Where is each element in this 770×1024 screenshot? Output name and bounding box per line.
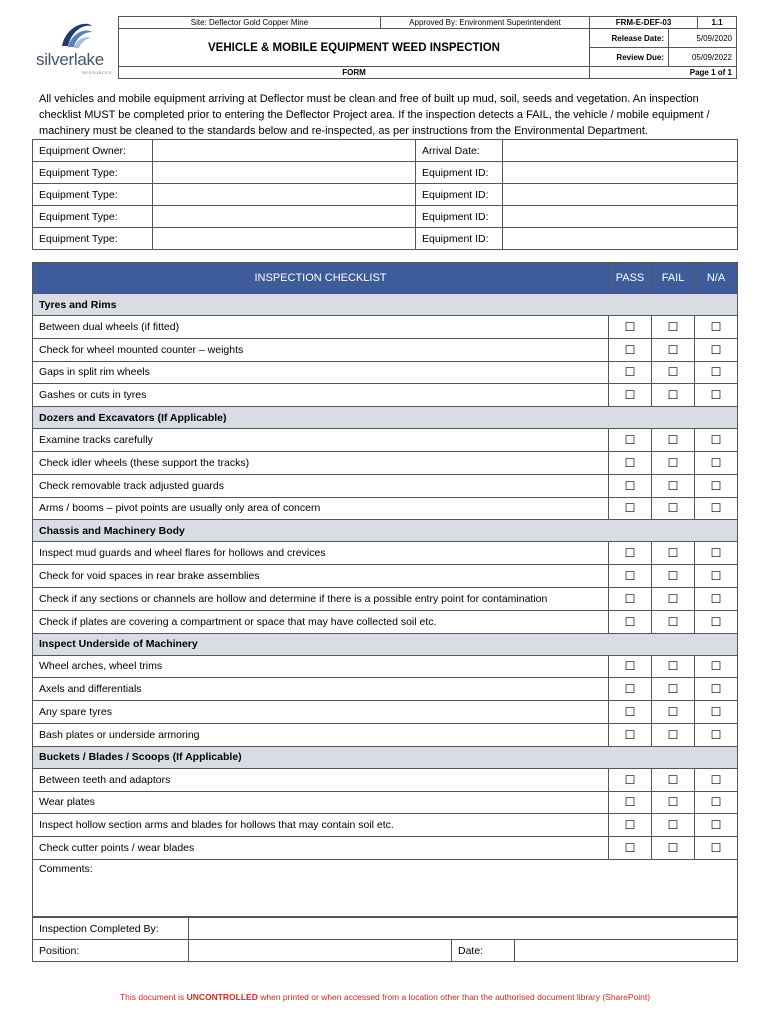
type-label: Equipment Type: (33, 228, 153, 250)
checklist-item-label: Any spare tyres (33, 701, 609, 724)
release-label: Release Date: (590, 29, 669, 48)
checklist-item (33, 723, 738, 746)
type-label: Equipment Type: (33, 162, 153, 184)
pass-checkbox[interactable]: ☐ (609, 837, 652, 860)
logo-wordmark: silverlake (36, 50, 104, 69)
pass-checkbox[interactable]: ☐ (609, 474, 652, 497)
owner-field[interactable] (153, 140, 416, 162)
pass-checkbox[interactable]: ☐ (609, 768, 652, 791)
checklist-item (33, 837, 738, 860)
checklist-item (33, 814, 738, 837)
pass-checkbox[interactable]: ☐ (609, 451, 652, 474)
fail-checkbox[interactable]: ☐ (652, 791, 695, 814)
section-row (33, 746, 738, 768)
na-checkbox[interactable]: ☐ (695, 791, 738, 814)
na-checkbox[interactable]: ☐ (695, 678, 738, 701)
pass-checkbox[interactable]: ☐ (609, 565, 652, 588)
equipment-table (32, 139, 738, 250)
checklist-item (33, 587, 738, 610)
na-checkbox[interactable]: ☐ (695, 565, 738, 588)
checklist-item-label: Arms / booms – pivot points are usually only area of concern (33, 497, 609, 520)
checklist-item (33, 542, 738, 565)
checklist-item (33, 768, 738, 791)
type-field[interactable] (153, 184, 416, 206)
na-checkbox[interactable]: ☐ (695, 361, 738, 384)
checklist-item (33, 678, 738, 701)
na-checkbox[interactable]: ☐ (695, 655, 738, 678)
fail-checkbox[interactable]: ☐ (652, 723, 695, 746)
date-field[interactable] (515, 940, 738, 962)
section-title: Tyres and Rims (33, 294, 738, 316)
fail-checkbox[interactable]: ☐ (652, 587, 695, 610)
checklist-item-label: Examine tracks carefully (33, 429, 609, 452)
type-label: Equipment Type: (33, 184, 153, 206)
section-row (33, 633, 738, 655)
pass-checkbox[interactable]: ☐ (609, 814, 652, 837)
section-row (33, 294, 738, 316)
fail-checkbox[interactable]: ☐ (652, 542, 695, 565)
checklist-item-label: Inspect hollow section arms and blades for hollows that may contain soil etc. (33, 814, 609, 837)
fail-checkbox[interactable]: ☐ (652, 429, 695, 452)
checklist-item-label: Wheel arches, wheel trims (33, 655, 609, 678)
fail-checkbox[interactable]: ☐ (652, 814, 695, 837)
fail-checkbox[interactable]: ☐ (652, 316, 695, 339)
pass-checkbox[interactable]: ☐ (609, 610, 652, 633)
id-label: Equipment ID: (416, 206, 503, 228)
uncontrolled-notice (0, 992, 770, 1002)
checklist-item-label: Between dual wheels (if fitted) (33, 316, 609, 339)
pass-checkbox[interactable]: ☐ (609, 701, 652, 724)
fail-checkbox[interactable]: ☐ (652, 565, 695, 588)
checklist-item-label: Gaps in split rim wheels (33, 361, 609, 384)
id-label: Equipment ID: (416, 162, 503, 184)
checklist-item (33, 338, 738, 361)
fail-checkbox[interactable]: ☐ (652, 361, 695, 384)
na-checkbox[interactable]: ☐ (695, 451, 738, 474)
fail-checkbox[interactable]: ☐ (652, 678, 695, 701)
pass-checkbox[interactable]: ☐ (609, 361, 652, 384)
pass-checkbox[interactable]: ☐ (609, 429, 652, 452)
checklist-item (33, 451, 738, 474)
checklist-item-label: Axels and differentials (33, 678, 609, 701)
form-label: FORM (119, 67, 590, 79)
pass-checkbox[interactable]: ☐ (609, 655, 652, 678)
checklist-item (33, 565, 738, 588)
na-checkbox[interactable]: ☐ (695, 814, 738, 837)
site-cell: Site: Deflector Gold Copper Mine (119, 17, 381, 29)
completed-by-label: Inspection Completed By: (33, 918, 189, 940)
na-checkbox[interactable]: ☐ (695, 587, 738, 610)
pass-checkbox[interactable]: ☐ (609, 497, 652, 520)
doc-code: FRM-E-DEF-03 (590, 17, 698, 29)
pass-checkbox[interactable]: ☐ (609, 542, 652, 565)
pass-checkbox[interactable]: ☐ (609, 384, 652, 407)
na-checkbox[interactable]: ☐ (695, 723, 738, 746)
position-label: Position: (33, 940, 189, 962)
section-title: Inspect Underside of Machinery (33, 633, 738, 655)
type-label: Equipment Type: (33, 206, 153, 228)
checklist-item-label: Check if any sections or channels are hollow and determine if there is a possible entry point for contamination (33, 587, 609, 610)
id-field[interactable] (503, 206, 738, 228)
na-checkbox[interactable]: ☐ (695, 429, 738, 452)
completed-by-field[interactable] (189, 918, 738, 940)
pass-checkbox[interactable]: ☐ (609, 316, 652, 339)
release-value: 5/09/2020 (669, 29, 737, 48)
fail-checkbox[interactable]: ☐ (652, 768, 695, 791)
pass-checkbox[interactable]: ☐ (609, 723, 652, 746)
logo-subtext: RESOURCES (82, 70, 112, 75)
checklist-item-label: Between teeth and adaptors (33, 768, 609, 791)
checklist-item (33, 701, 738, 724)
checklist-item-label: Check if plates are covering a compartment or space that may have collected soil etc. (33, 610, 609, 633)
checklist-item-label: Check for wheel mounted counter – weights (33, 338, 609, 361)
fail-checkbox[interactable]: ☐ (652, 474, 695, 497)
na-checkbox[interactable]: ☐ (695, 474, 738, 497)
checklist-item-label: Check for void spaces in rear brake assemblies (33, 565, 609, 588)
review-value: 05/09/2022 (669, 48, 737, 67)
na-checkbox[interactable]: ☐ (695, 768, 738, 791)
checklist-item-label: Wear plates (33, 791, 609, 814)
comments-field[interactable] (33, 859, 738, 916)
page-number: Page 1 of 1 (590, 67, 737, 79)
checklist-item-label: Check removable track adjusted guards (33, 474, 609, 497)
checklist-item-label: Inspect mud guards and wheel flares for hollows and crevices (33, 542, 609, 565)
na-checkbox[interactable]: ☐ (695, 610, 738, 633)
fail-checkbox[interactable]: ☐ (652, 338, 695, 361)
checklist-body (33, 294, 738, 917)
type-field[interactable] (153, 228, 416, 250)
arrival-field[interactable] (503, 140, 738, 162)
signoff-table (32, 917, 738, 962)
na-header: N/A (695, 263, 738, 294)
comments-label: Comments: (39, 862, 93, 875)
checklist-item (33, 497, 738, 520)
comments-row (33, 859, 738, 916)
section-row (33, 520, 738, 542)
na-checkbox[interactable]: ☐ (695, 542, 738, 565)
fail-checkbox[interactable]: ☐ (652, 451, 695, 474)
type-field[interactable] (153, 206, 416, 228)
checklist-item-label: Bash plates or underside armoring (33, 723, 609, 746)
section-title: Chassis and Machinery Body (33, 520, 738, 542)
checklist-item-label: Check idler wheels (these support the tracks) (33, 451, 609, 474)
checklist-item-label: Check cutter points / wear blades (33, 837, 609, 860)
checklist-item (33, 610, 738, 633)
na-checkbox[interactable]: ☐ (695, 338, 738, 361)
footer-text-pre: This document is (119, 992, 187, 1002)
inspection-checklist (32, 262, 738, 917)
checklist-item-label: Gashes or cuts in tyres (33, 384, 609, 407)
id-label: Equipment ID: (416, 184, 503, 206)
approved-cell: Approved By: Environment Superintendent (381, 17, 590, 29)
checklist-header: INSPECTION CHECKLIST (33, 263, 609, 294)
na-checkbox[interactable]: ☐ (695, 497, 738, 520)
section-row (33, 407, 738, 429)
arrival-label: Arrival Date: (416, 140, 503, 162)
company-logo (36, 20, 114, 76)
fail-header: FAIL (652, 263, 695, 294)
owner-label: Equipment Owner: (33, 140, 153, 162)
checklist-item (33, 361, 738, 384)
pass-checkbox[interactable]: ☐ (609, 791, 652, 814)
section-title: Buckets / Blades / Scoops (If Applicable) (33, 746, 738, 768)
intro-paragraph: All vehicles and mobile equipment arriving at Deflector must be clean and free of built up mud, soil, seeds and vegetation. An inspection checklist MUST be completed prior to entering the Deflector Project area. If the inspection detects a FAIL, the vehicle / mobile equipment / machinery must be cleaned to the standards below and re-inspected, as per instructions from the Environmental Department. (39, 93, 710, 137)
checklist-item (33, 655, 738, 678)
fail-checkbox[interactable]: ☐ (652, 701, 695, 724)
review-label: Review Due: (590, 48, 669, 67)
checklist-item (33, 429, 738, 452)
pass-header: PASS (609, 263, 652, 294)
pass-checkbox[interactable]: ☐ (609, 678, 652, 701)
section-title: Dozers and Excavators (If Applicable) (33, 407, 738, 429)
document-header (118, 16, 737, 79)
id-field[interactable] (503, 184, 738, 206)
fail-checkbox[interactable]: ☐ (652, 655, 695, 678)
pass-checkbox[interactable]: ☐ (609, 338, 652, 361)
position-field[interactable] (189, 940, 452, 962)
logo-swirl-icon (58, 20, 94, 50)
na-checkbox[interactable]: ☐ (695, 316, 738, 339)
id-label: Equipment ID: (416, 228, 503, 250)
page-title: VEHICLE & MOBILE EQUIPMENT WEED INSPECTION (119, 29, 590, 67)
fail-checkbox[interactable]: ☐ (652, 610, 695, 633)
checklist-item (33, 384, 738, 407)
id-field[interactable] (503, 162, 738, 184)
doc-version: 1.1 (698, 17, 737, 29)
na-checkbox[interactable]: ☐ (695, 384, 738, 407)
na-checkbox[interactable]: ☐ (695, 837, 738, 860)
footer-text-post: when printed or when accessed from a location other than the authorised document library (SharePoint) (257, 992, 651, 1002)
footer-uncontrolled: UNCONTROLLED (186, 992, 258, 1002)
checklist-item (33, 316, 738, 339)
fail-checkbox[interactable]: ☐ (652, 384, 695, 407)
id-field[interactable] (503, 228, 738, 250)
checklist-item (33, 474, 738, 497)
pass-checkbox[interactable]: ☐ (609, 587, 652, 610)
type-field[interactable] (153, 162, 416, 184)
fail-checkbox[interactable]: ☐ (652, 497, 695, 520)
na-checkbox[interactable]: ☐ (695, 701, 738, 724)
date-label: Date: (452, 940, 515, 962)
checklist-item (33, 791, 738, 814)
fail-checkbox[interactable]: ☐ (652, 837, 695, 860)
